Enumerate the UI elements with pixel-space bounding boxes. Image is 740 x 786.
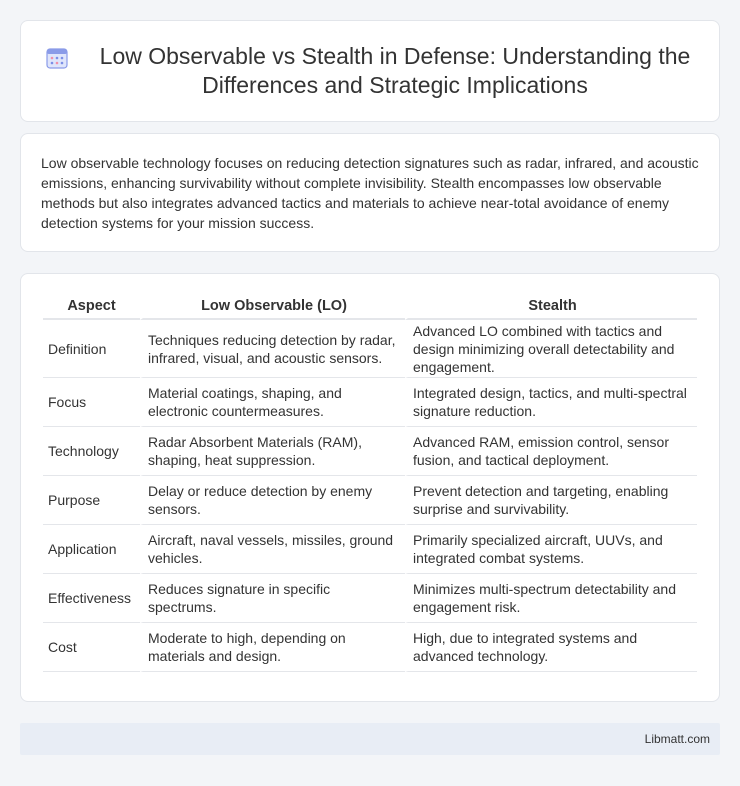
footer-bar	[20, 723, 720, 755]
header-stealth: Stealth	[405, 294, 697, 320]
row-low-observable: Techniques reducing detection by radar, infrared, visual, and acoustic sensors.	[140, 320, 405, 378]
row-low-observable: Reduces signature in specific spectrums.	[140, 574, 405, 623]
row-aspect: Application	[43, 525, 140, 574]
comparison-table-card	[20, 273, 720, 702]
row-low-observable: Delay or reduce detection by enemy sensors.	[140, 476, 405, 525]
row-low-observable: Moderate to high, depending on materials and design.	[140, 623, 405, 672]
row-aspect: Focus	[43, 378, 140, 427]
row-low-observable: Aircraft, naval vessels, missiles, ground vehicles.	[140, 525, 405, 574]
row-aspect: Cost	[43, 623, 140, 672]
row-aspect: Technology	[43, 427, 140, 476]
table-row	[43, 574, 697, 623]
row-aspect: Effectiveness	[43, 574, 140, 623]
table-row	[43, 623, 697, 672]
table-row	[43, 378, 697, 427]
calendar-grid-icon	[45, 46, 69, 70]
row-stealth: Advanced RAM, emission control, sensor fusion, and tactical deployment.	[405, 427, 697, 476]
intro-card	[20, 133, 720, 252]
page-title: Low Observable vs Stealth in Defense: Understanding the Differences and Strategic Implications	[99, 43, 691, 98]
table-header-row	[43, 294, 697, 320]
row-stealth: Primarily specialized aircraft, UUVs, and integrated combat systems.	[405, 525, 697, 574]
row-stealth: Advanced LO combined with tactics and design minimizing overall detectability and engagement.	[405, 320, 697, 378]
comparison-table	[43, 294, 697, 672]
title-wrap	[21, 21, 719, 121]
table-row	[43, 476, 697, 525]
table-row	[43, 427, 697, 476]
row-low-observable: Material coatings, shaping, and electronic countermeasures.	[140, 378, 405, 427]
row-aspect: Purpose	[43, 476, 140, 525]
row-aspect: Definition	[43, 320, 140, 378]
title-card	[20, 20, 720, 122]
row-low-observable: Radar Absorbent Materials (RAM), shaping, heat suppression.	[140, 427, 405, 476]
row-stealth: Prevent detection and targeting, enabling surprise and survivability.	[405, 476, 697, 525]
intro-paragraph: Low observable technology focuses on reducing detection signatures such as radar, infrared, and acoustic emissions, enhancing survivability without complete invisibility. Stealth encompasses low observable methods but also integrates advanced tactics and materials to achieve near-total avoidance of enemy detection systems for your mission success.	[41, 155, 699, 231]
footer-site-link[interactable]: Libmatt.com	[644, 732, 710, 746]
row-stealth: Minimizes multi-spectrum detectability and engagement risk.	[405, 574, 697, 623]
header-aspect: Aspect	[43, 294, 140, 320]
row-stealth: Integrated design, tactics, and multi-spectral signature reduction.	[405, 378, 697, 427]
table-row	[43, 525, 697, 574]
header-low-observable: Low Observable (LO)	[140, 294, 405, 320]
table-row	[43, 320, 697, 378]
row-stealth: High, due to integrated systems and advanced technology.	[405, 623, 697, 672]
